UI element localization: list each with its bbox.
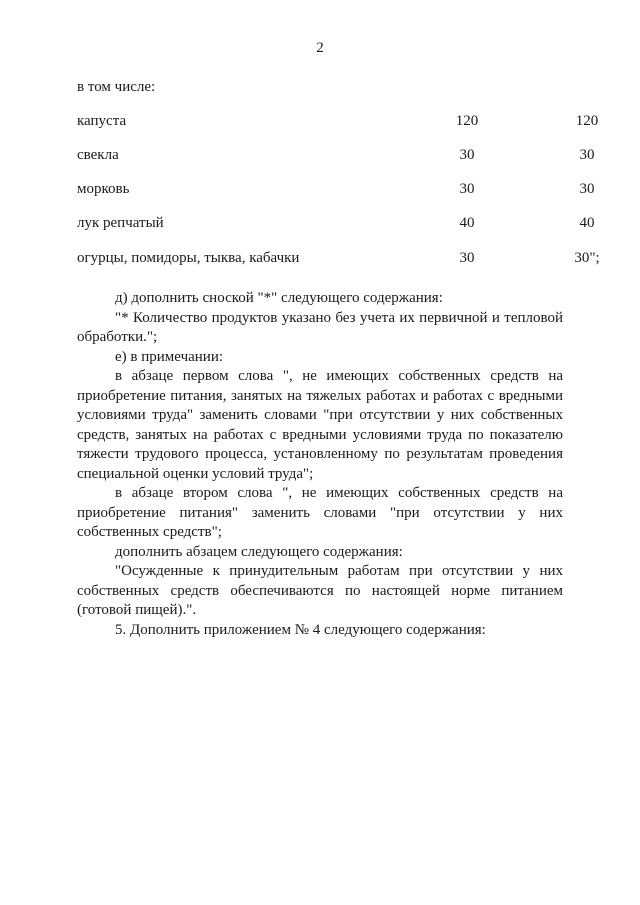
value-col-1: 30 bbox=[459, 181, 475, 197]
paragraph: "* Количество продуктов указано без учета их первичной и тепловой обработки."; bbox=[77, 309, 563, 345]
value-col-1: 30 bbox=[459, 250, 475, 266]
paragraph: "Осужденные к принудительным работам при отсутствии у них собственных средств обеспечиваются по настоящей норме питанием (готовой пищей).". bbox=[77, 563, 563, 618]
paragraph: в абзаце первом слова ", не имеющих собственных средств на приобретение питания, занятых на тяжелых работах и работах с вредными условиями труда" заменить словами "при отсутствии у них собственных средств, занятых на работах с вредными условиями труда по показателю тяжести трудового процесса, установленному по результатам проведения специальной оценки условий труда"; bbox=[77, 368, 563, 482]
value-col-1: 40 bbox=[459, 215, 475, 231]
product-name: капуста bbox=[77, 113, 127, 129]
product-name: лук репчатый bbox=[77, 215, 164, 231]
table-row bbox=[77, 250, 600, 270]
table-row bbox=[77, 215, 595, 235]
paragraph: дополнить абзацем следующего содержания: bbox=[115, 543, 403, 560]
value-col-2: 30 bbox=[579, 147, 595, 163]
product-name: морковь bbox=[77, 181, 130, 197]
value-col-2: 120 bbox=[575, 113, 599, 129]
table-row bbox=[77, 113, 599, 133]
paragraph: 5. Дополнить приложением № 4 следующего содержания: bbox=[115, 621, 486, 638]
value-col-2: 30"; bbox=[574, 250, 600, 266]
paragraph: в абзаце втором слова ", не имеющих собственных средств на приобретение питания" заменить словами "при отсутствии у них собственных средств"; bbox=[77, 485, 563, 540]
intro-text: в том числе: bbox=[77, 79, 156, 95]
value-col-2: 30 bbox=[579, 181, 595, 197]
product-name: свекла bbox=[77, 147, 119, 163]
paragraph: д) дополнить сноской "*" следующего содержания: bbox=[115, 290, 443, 306]
value-col-1: 30 bbox=[459, 147, 475, 163]
paragraph: е) в примечании: bbox=[115, 348, 224, 365]
product-name: огурцы, помидоры, тыква, кабачки bbox=[77, 250, 300, 266]
page-number: 2 bbox=[316, 40, 324, 56]
document-body bbox=[77, 289, 563, 640]
value-col-2: 40 bbox=[579, 215, 595, 231]
value-col-1: 120 bbox=[455, 113, 479, 129]
table-row bbox=[77, 181, 595, 201]
table-row bbox=[77, 147, 595, 167]
